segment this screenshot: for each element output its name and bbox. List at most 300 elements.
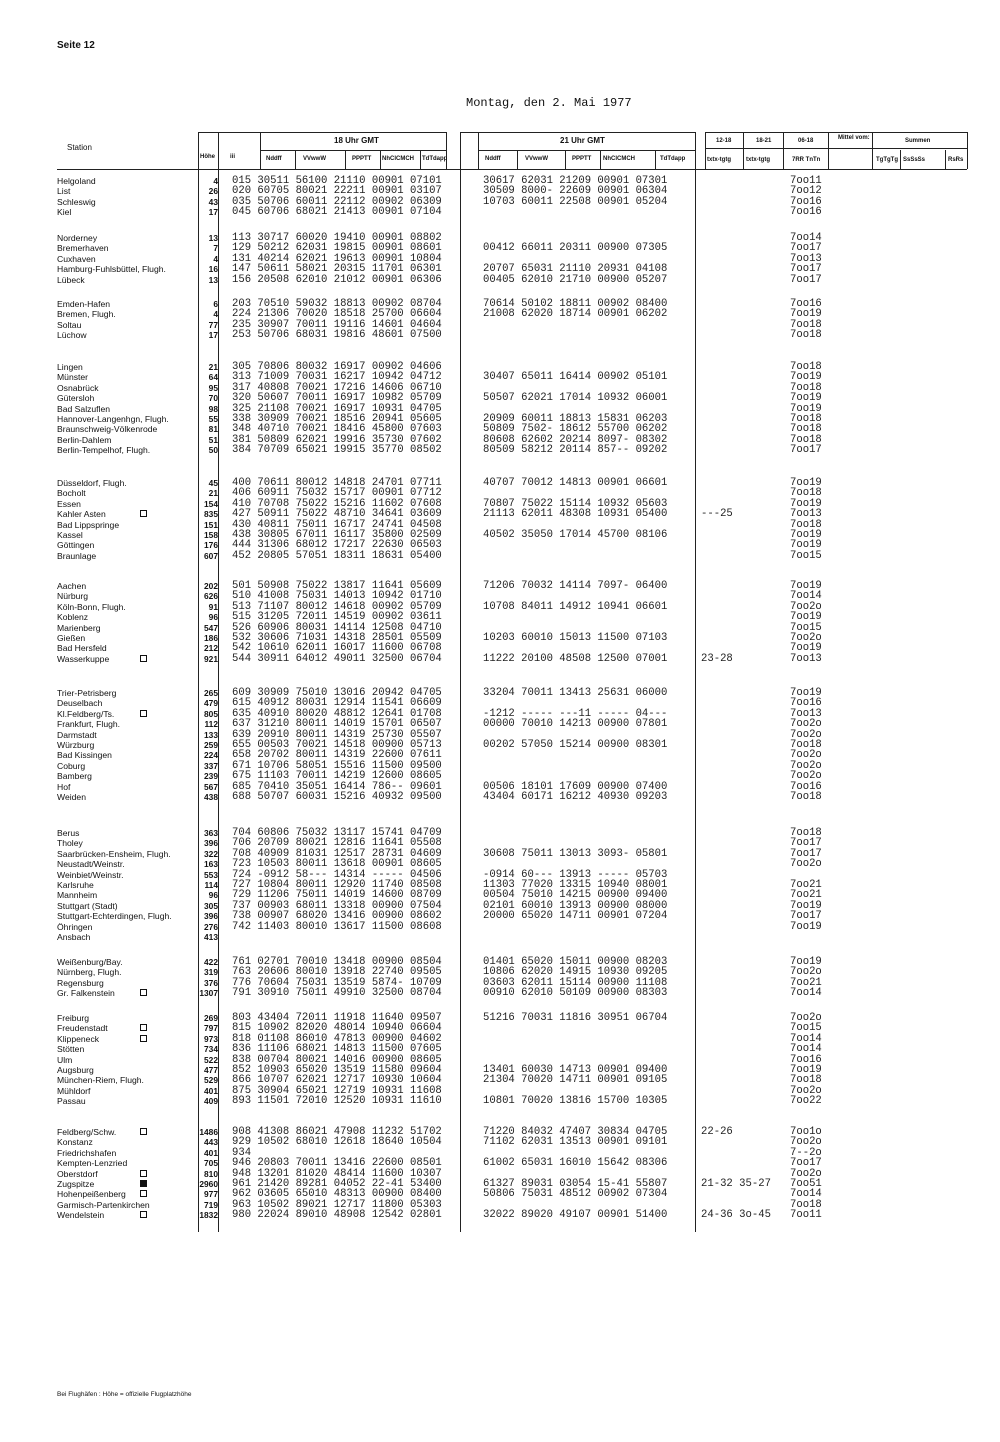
obs-18-uhr: 852 10903 65020 13519 11580 09604 (232, 1064, 442, 1076)
station-height: 50 (208, 445, 218, 455)
station-height: 705 (204, 1158, 218, 1168)
temp-extremes: 22-26 (701, 1126, 733, 1138)
station-name: Tholey (57, 838, 83, 848)
temp-extremes: 24-36 3o-45 (701, 1209, 771, 1221)
obs-21-uhr: 10806 62020 14915 10930 09205 (483, 966, 668, 978)
station-name: Öhringen (57, 922, 93, 932)
mittel-value: 7oo18 (790, 519, 822, 531)
station-name: Kl.Feldberg/Ts. (57, 709, 115, 719)
station-name: Deuselbach (57, 698, 103, 708)
temp-extremes: ---25 (701, 508, 733, 520)
obs-21-uhr: 10801 70020 13816 15700 10305 (483, 1095, 668, 1107)
mittel-value: 7oo2o (790, 1012, 822, 1024)
obs-18-uhr: 723 10503 80011 13618 00901 08605 (232, 858, 442, 870)
station-name: Lübeck (57, 275, 85, 285)
obs-21-uhr: 21113 62011 48308 10931 05400 (483, 508, 668, 520)
obs-18-uhr: 836 11106 68021 14813 11500 07605 (232, 1043, 442, 1055)
station-height: 797 (204, 1023, 218, 1033)
station-name: Marienberg (57, 623, 101, 633)
station-name: Feldberg/Schw. (57, 1127, 117, 1137)
station-name: Hamburg-Fuhlsbüttel, Flugh. (57, 264, 166, 274)
station-height: 479 (204, 698, 218, 708)
obs-21-uhr: 00405 62010 21710 00900 05207 (483, 274, 668, 286)
station-height: 1307 (199, 988, 218, 998)
station-name: Stuttgart (Stadt) (57, 901, 118, 911)
obs-18-uhr: 406 60911 75032 15717 00901 07712 (232, 487, 442, 499)
empty-square-icon (140, 1128, 147, 1135)
station-name: Passau (57, 1096, 86, 1106)
obs-21-uhr: 50806 75031 48512 00902 07304 (483, 1188, 668, 1200)
mittel-value: 7oo2o (790, 749, 822, 761)
station-name: Essen (57, 499, 81, 509)
mittel-value: 7oo19 (790, 956, 822, 968)
obs-21-uhr: 21008 62020 18714 00901 06202 (483, 308, 668, 320)
mittel-value: 7oo17 (790, 910, 822, 922)
mittel-value: 7oo19 (790, 1064, 822, 1076)
obs-21-uhr: 30407 65011 16414 00902 05101 (483, 371, 668, 383)
station-name: Osnabrück (57, 383, 99, 393)
station-height: 522 (204, 1055, 218, 1065)
obs-18-uhr: 129 50212 62031 19815 00901 08601 (232, 242, 442, 254)
station-height: 259 (204, 740, 218, 750)
station-name: Weiden (57, 792, 86, 802)
mittel-value: 7oo15 (790, 1022, 822, 1034)
empty-square-icon (140, 1211, 147, 1218)
mittel-value: 7oo22 (790, 1095, 822, 1107)
station-name: Schleswig (57, 197, 96, 207)
station-height: 13 (208, 233, 218, 243)
header-sub-a: txtx-tgtg (707, 157, 731, 163)
station-height: 319 (204, 967, 218, 977)
station-height: 396 (204, 911, 218, 921)
station-name: Emden-Hafen (57, 299, 111, 309)
station-height: 17 (208, 207, 218, 217)
station-height: 805 (204, 709, 218, 719)
mittel-value: 7oo2o (790, 1085, 822, 1097)
mittel-value: 7oo16 (790, 196, 822, 208)
station-height: 477 (204, 1065, 218, 1075)
obs-18-uhr: 430 40811 75011 16717 24741 04508 (232, 519, 442, 531)
header-21-uhr: 21 Uhr GMT (560, 136, 605, 145)
obs-18-uhr: 671 10706 58051 15516 11500 09500 (232, 760, 442, 772)
station-name: Lingen (57, 362, 83, 372)
station-name: Göttingen (57, 540, 95, 550)
obs-21-uhr: 10203 60010 15013 11500 07103 (483, 632, 668, 644)
station-height: 607 (204, 551, 218, 561)
station-height: 26 (208, 186, 218, 196)
obs-18-uhr: 510 41008 75031 14013 10942 01710 (232, 590, 442, 602)
obs-18-uhr: 325 21108 70021 16917 10931 04705 (232, 403, 442, 415)
obs-21-uhr: 30608 75011 13013 3093- 05801 (483, 848, 668, 860)
page-number: Seite 12 (57, 40, 95, 51)
station-name: Bad Salzuflen (57, 404, 111, 414)
obs-21-uhr: 40502 35050 17014 45700 08106 (483, 529, 668, 541)
obs-18-uhr: 384 70709 65021 19915 35770 08502 (232, 444, 442, 456)
filled-square-icon (140, 1180, 147, 1187)
station-height: 422 (204, 957, 218, 967)
station-height: 212 (204, 643, 218, 653)
obs-21-uhr: 10703 60011 22508 00901 05204 (483, 196, 668, 208)
obs-21-uhr: 21304 70020 14711 00901 09105 (483, 1074, 668, 1086)
station-name: Nürburg (57, 591, 89, 601)
obs-18-uhr: 513 71107 80012 14618 00902 05709 (232, 601, 442, 613)
mittel-value: 7oo2o (790, 966, 822, 978)
mittel-value: 7oo16 (790, 298, 822, 310)
station-name: München-Riem, Flugh. (57, 1075, 144, 1085)
station-name: Gütersloh (57, 393, 95, 403)
station-height: 973 (204, 1034, 218, 1044)
station-height: 443 (204, 1137, 218, 1147)
mittel-value: 7oo2o (790, 760, 822, 772)
mittel-value: 7oo14 (790, 1033, 822, 1045)
station-name: Stuttgart-Echterdingen, Flugh. (57, 911, 172, 921)
header-nddff-21: Nddff (485, 156, 501, 162)
obs-18-uhr: 685 70410 35051 16414 786-- 09601 (232, 781, 442, 793)
obs-18-uhr: 704 60806 75032 13117 15741 04709 (232, 827, 442, 839)
mittel-value: 7oo14 (790, 987, 822, 999)
station-name: Norderney (57, 233, 98, 243)
station-height: 6 (213, 299, 218, 309)
station-name: Klippeneck (57, 1034, 100, 1044)
obs-18-uhr: 410 70708 75022 15216 11602 07608 (232, 498, 442, 510)
mittel-value: 7oo18 (790, 329, 822, 341)
obs-18-uhr: 929 10502 68010 12618 18640 10504 (232, 1136, 442, 1148)
station-height: 96 (208, 612, 218, 622)
mittel-value: 7oo2o (790, 1136, 822, 1148)
mittel-value: 7oo13 (790, 253, 822, 265)
station-height: 553 (204, 870, 218, 880)
header-nh-21: NhClCMCH (603, 156, 635, 162)
obs-18-uhr: 444 31306 68012 17217 22630 06503 (232, 539, 442, 551)
station-height: 133 (204, 730, 218, 740)
obs-21-uhr: 11303 77020 13315 10940 08001 (483, 879, 668, 891)
station-height: 64 (208, 372, 218, 382)
obs-21-uhr: 51216 70031 11816 30951 06704 (483, 1012, 668, 1024)
station-name: Helgoland (57, 176, 96, 186)
obs-21-uhr: 50507 62021 17014 10932 06001 (483, 392, 668, 404)
obs-21-uhr: 80509 58212 20114 857-- 09202 (483, 444, 668, 456)
station-name: Ansbach (57, 932, 91, 942)
header-pppt-21: PPPTT (572, 156, 592, 162)
mittel-value: 7oo18 (790, 791, 822, 803)
station-name: Konstanz (57, 1137, 93, 1147)
obs-18-uhr: 658 20702 80011 14319 22600 07611 (232, 749, 442, 761)
obs-18-uhr: 338 30909 70021 18516 20941 05605 (232, 413, 442, 425)
mittel-value: 7oo17 (790, 274, 822, 286)
station-height: 81 (208, 424, 218, 434)
mittel-value: 7oo18 (790, 434, 822, 446)
obs-21-uhr: 71220 84032 47407 30834 04705 (483, 1126, 668, 1138)
station-height: 45 (208, 478, 218, 488)
obs-21-uhr: 71206 70032 14114 7097- 06400 (483, 580, 668, 592)
obs-18-uhr: 708 40909 81031 12517 28731 04609 (232, 848, 442, 860)
station-name: Garmisch-Partenkirchen (57, 1200, 150, 1210)
station-height: 810 (204, 1169, 218, 1179)
station-name: Bad Hersfeld (57, 643, 107, 653)
station-name: Köln-Bonn, Flugh. (57, 602, 126, 612)
station-name: Berlin-Dahlem (57, 435, 112, 445)
mittel-value: 7oo16 (790, 697, 822, 709)
mittel-value: 7oo18 (790, 319, 822, 331)
station-height: 13 (208, 275, 218, 285)
empty-square-icon (140, 1024, 147, 1031)
temp-extremes: 21-32 35-27 (701, 1178, 771, 1190)
obs-21-uhr: 70614 50102 18811 00902 08400 (483, 298, 668, 310)
obs-18-uhr: 113 30717 60020 19410 00901 08802 (232, 232, 442, 244)
station-height: 734 (204, 1044, 218, 1054)
mittel-value: 7oo21 (790, 889, 822, 901)
mittel-value: 7oo19 (790, 392, 822, 404)
header-nh-18: NhClCMCH (382, 156, 414, 162)
station-height: 626 (204, 591, 218, 601)
station-name: List (57, 186, 71, 196)
obs-18-uhr: 609 30909 75010 13016 20942 04705 (232, 687, 442, 699)
station-height: 4 (213, 309, 218, 319)
station-name: Kahler Asten (57, 509, 106, 519)
station-height: 154 (204, 499, 218, 509)
mittel-value: 7oo2o (790, 770, 822, 782)
obs-18-uhr: 427 50911 75022 48710 34641 03609 (232, 508, 442, 520)
station-height: 151 (204, 520, 218, 530)
station-name: Ulm (57, 1055, 73, 1065)
obs-21-uhr: 00000 70010 14213 00900 07801 (483, 718, 668, 730)
empty-square-icon (140, 1170, 147, 1177)
obs-18-uhr: 948 13201 81020 48414 11600 10307 (232, 1168, 442, 1180)
obs-18-uhr: 131 40214 62021 19613 00901 10804 (232, 253, 442, 265)
header-sub-e: SsSsSs (903, 157, 926, 163)
obs-18-uhr: 532 30606 71031 14318 28501 05509 (232, 632, 442, 644)
mittel-value: 7oo2o (790, 1168, 822, 1180)
mittel-value: 7--2o (790, 1147, 822, 1159)
mittel-value: 7oo19 (790, 921, 822, 933)
station-height: 21 (208, 362, 218, 372)
station-name: Bamberg (57, 771, 92, 781)
station-name: Karlsruhe (57, 880, 94, 890)
header-tt-21: TdTdapp (660, 156, 686, 162)
station-height: 224 (204, 750, 218, 760)
obs-18-uhr: 020 60705 80021 22211 00901 03107 (232, 185, 442, 197)
station-name: Weinbiet/Weinstr. (57, 870, 124, 880)
obs-18-uhr: 544 30911 64012 49011 32500 06704 (232, 653, 442, 665)
station-height: 719 (204, 1200, 218, 1210)
report-date: Montag, den 2. Mai 1977 (466, 96, 632, 110)
obs-18-uhr: 803 43404 72011 11918 11640 09507 (232, 1012, 442, 1024)
station-height: 114 (204, 880, 218, 890)
empty-square-icon (140, 510, 147, 517)
station-height: 112 (204, 719, 218, 729)
mittel-value: 7oo19 (790, 308, 822, 320)
station-name: Berus (57, 828, 80, 838)
obs-21-uhr: 70807 75022 15114 10932 05603 (483, 498, 668, 510)
mittel-value: 7oo13 (790, 708, 822, 720)
obs-18-uhr: 381 50809 62021 19916 35730 07602 (232, 434, 442, 446)
empty-square-icon (140, 1035, 147, 1042)
station-height: 16 (208, 264, 218, 274)
station-name: Mannheim (57, 890, 98, 900)
obs-21-uhr: 71102 62031 13513 00901 09101 (483, 1136, 668, 1148)
header-sub-c: 7RR TnTn (792, 157, 821, 163)
mittel-value: 7oo19 (790, 371, 822, 383)
station-height: 70 (208, 393, 218, 403)
station-name: Freiburg (57, 1013, 89, 1023)
mittel-value: 7oo14 (790, 590, 822, 602)
obs-18-uhr: 224 21306 70020 18518 25700 06604 (232, 308, 442, 320)
mittel-value: 7oo1o (790, 1126, 822, 1138)
station-name: Bocholt (57, 488, 86, 498)
station-name: Kassel (57, 530, 83, 540)
station-height: 977 (204, 1189, 218, 1199)
obs-18-uhr: 763 20606 80010 13918 22740 09505 (232, 966, 442, 978)
mittel-value: 7oo17 (790, 1157, 822, 1169)
obs-18-uhr: 815 10902 82020 48014 10940 06604 (232, 1022, 442, 1034)
header-tt-18: TdTdapp (422, 156, 448, 162)
mittel-value: 7oo18 (790, 827, 822, 839)
station-name: Frankfurt, Flugh. (57, 719, 121, 729)
obs-21-uhr: 20000 65020 14711 00901 07204 (483, 910, 668, 922)
mittel-value: 7oo18 (790, 1199, 822, 1211)
station-height: 96 (208, 890, 218, 900)
station-height: 43 (208, 197, 218, 207)
mittel-value: 7oo15 (790, 550, 822, 562)
mittel-value: 7oo51 (790, 1178, 822, 1190)
mittel-value: 7oo19 (790, 611, 822, 623)
obs-18-uhr: 015 30511 56100 21110 00901 07101 (232, 175, 442, 187)
obs-21-uhr: 30617 62031 21209 00901 07301 (483, 175, 668, 187)
mittel-value: 7oo2o (790, 601, 822, 613)
obs-21-uhr: 03603 62011 15114 00900 11108 (483, 977, 668, 989)
obs-18-uhr: 320 50607 70011 16917 10982 05709 (232, 392, 442, 404)
obs-18-uhr: 675 11103 70011 14219 12600 08605 (232, 770, 442, 782)
station-name: Koblenz (57, 612, 89, 622)
mittel-value: 7oo19 (790, 498, 822, 510)
station-height: 95 (208, 383, 218, 393)
obs-18-uhr: 637 31210 80011 14019 15701 06507 (232, 718, 442, 730)
station-name: Cuxhaven (57, 254, 96, 264)
station-height: 409 (204, 1096, 218, 1106)
station-name: Düsseldorf, Flugh. (57, 478, 127, 488)
station-height: 51 (208, 435, 218, 445)
station-name: Zugspitze (57, 1179, 95, 1189)
obs-18-uhr: 688 50707 60031 15216 40932 09500 (232, 791, 442, 803)
obs-18-uhr: 866 10707 62021 12717 10930 10604 (232, 1074, 442, 1086)
header-mittel: Mittel vom: (838, 135, 870, 141)
mittel-value: 7oo19 (790, 403, 822, 415)
obs-18-uhr: 706 20709 80021 12816 11641 05508 (232, 837, 442, 849)
obs-21-uhr: 32022 89020 49107 00901 51400 (483, 1209, 668, 1221)
obs-18-uhr: 729 11206 75011 14019 14600 08709 (232, 889, 442, 901)
station-height: 567 (204, 782, 218, 792)
obs-21-uhr: 00504 75010 14215 00900 09400 (483, 889, 668, 901)
mittel-value: 7oo2o (790, 632, 822, 644)
mittel-value: 7oo2o (790, 729, 822, 741)
obs-18-uhr: 875 30904 65021 12719 10931 11608 (232, 1085, 442, 1097)
obs-21-uhr: 80608 62602 20214 8097- 08302 (483, 434, 668, 446)
footnote: Bei Flughäfen : Höhe = offizielle Flugplatzhöhe (57, 1391, 192, 1398)
station-name: Bad Kissingen (57, 750, 112, 760)
station-height: 835 (204, 509, 218, 519)
obs-18-uhr: 203 70510 59032 18813 00902 08704 (232, 298, 442, 310)
mittel-value: 7oo18 (790, 423, 822, 435)
station-name: Braunschweig-Völkenrode (57, 424, 158, 434)
header-sub-d: TgTgTg (876, 157, 898, 163)
mittel-value: 7oo16 (790, 206, 822, 218)
obs-21-uhr: 20707 65031 21110 20931 04108 (483, 263, 668, 275)
station-name: Lüchow (57, 330, 87, 340)
obs-18-uhr: 737 00903 68011 13318 00900 07504 (232, 900, 442, 912)
station-height: 239 (204, 771, 218, 781)
obs-18-uhr: 724 -0912 58--- 14314 ----- 04506 (232, 869, 442, 881)
obs-18-uhr: 934 (232, 1147, 252, 1159)
obs-18-uhr: 946 20803 70011 13416 22600 08501 (232, 1157, 442, 1169)
station-height: 17 (208, 330, 218, 340)
obs-18-uhr: 761 02701 70010 13418 00900 08504 (232, 956, 442, 968)
station-name: Nürnberg, Flugh. (57, 967, 122, 977)
obs-18-uhr: 235 30907 70011 19116 14601 04604 (232, 319, 442, 331)
station-name: Hof (57, 782, 71, 792)
obs-21-uhr: 20909 60011 18813 15831 06203 (483, 413, 668, 425)
station-name: Oberstdorf (57, 1169, 98, 1179)
station-height: 55 (208, 414, 218, 424)
mittel-value: 7oo19 (790, 642, 822, 654)
obs-21-uhr: 00202 57050 15214 00900 08301 (483, 739, 668, 751)
obs-18-uhr: 980 22024 89010 48908 12542 02801 (232, 1209, 442, 1221)
obs-18-uhr: 791 30910 75011 49910 32500 08704 (232, 987, 442, 999)
obs-18-uhr: 348 40710 70021 18416 45800 07603 (232, 423, 442, 435)
obs-18-uhr: 515 31205 72011 14519 00902 03611 (232, 611, 442, 623)
obs-18-uhr: 615 40912 80031 12914 11541 06609 (232, 697, 442, 709)
obs-18-uhr: 542 10610 62011 16017 11600 06708 (232, 642, 442, 654)
station-height: 158 (204, 530, 218, 540)
empty-square-icon (140, 989, 147, 996)
mittel-value: 7oo19 (790, 580, 822, 592)
station-name: Wendelstein (57, 1210, 105, 1220)
obs-21-uhr: 13401 60030 14713 00901 09400 (483, 1064, 668, 1076)
station-name: Soltau (57, 320, 82, 330)
station-name: Kiel (57, 207, 72, 217)
obs-18-uhr: 908 41308 86021 47908 11232 51702 (232, 1126, 442, 1138)
obs-18-uhr: 526 60906 80031 14114 12508 04710 (232, 622, 442, 634)
station-name: Würzburg (57, 740, 95, 750)
station-height: 202 (204, 581, 218, 591)
station-name: Bremerhaven (57, 243, 109, 253)
header-vvwww-18: VVwwW (303, 156, 327, 162)
obs-21-uhr: 61002 65031 16010 15642 08306 (483, 1157, 668, 1169)
obs-21-uhr: 00506 18101 17609 00900 07400 (483, 781, 668, 793)
station-name: Regensburg (57, 978, 104, 988)
station-height: 1832 (199, 1210, 218, 1220)
mittel-value: 7oo12 (790, 185, 822, 197)
station-height: 4 (213, 254, 218, 264)
header-12-18: 12-18 (716, 138, 732, 144)
obs-18-uhr: 253 50706 68031 19816 48601 07500 (232, 329, 442, 341)
mittel-value: 7oo18 (790, 739, 822, 751)
obs-21-uhr: 01401 65020 15011 00900 08203 (483, 956, 668, 968)
mittel-value: 7oo17 (790, 848, 822, 860)
station-height: 163 (204, 859, 218, 869)
station-name: Bad Lippspringe (57, 520, 120, 530)
obs-18-uhr: 045 60706 68021 21413 00901 07104 (232, 206, 442, 218)
station-height: 376 (204, 978, 218, 988)
obs-18-uhr: 961 21420 89281 04052 22-41 53400 (232, 1178, 442, 1190)
header-pppt-18: PPPTT (352, 156, 372, 162)
header-06-18: 06-18 (798, 138, 814, 144)
header-18-21: 18-21 (756, 138, 772, 144)
mittel-value: 7oo14 (790, 1188, 822, 1200)
obs-21-uhr: 00910 62010 50109 00900 08303 (483, 987, 668, 999)
station-height: 91 (208, 602, 218, 612)
header-vvwww-21: VVwwW (525, 156, 549, 162)
temp-extremes: 23-28 (701, 653, 733, 665)
